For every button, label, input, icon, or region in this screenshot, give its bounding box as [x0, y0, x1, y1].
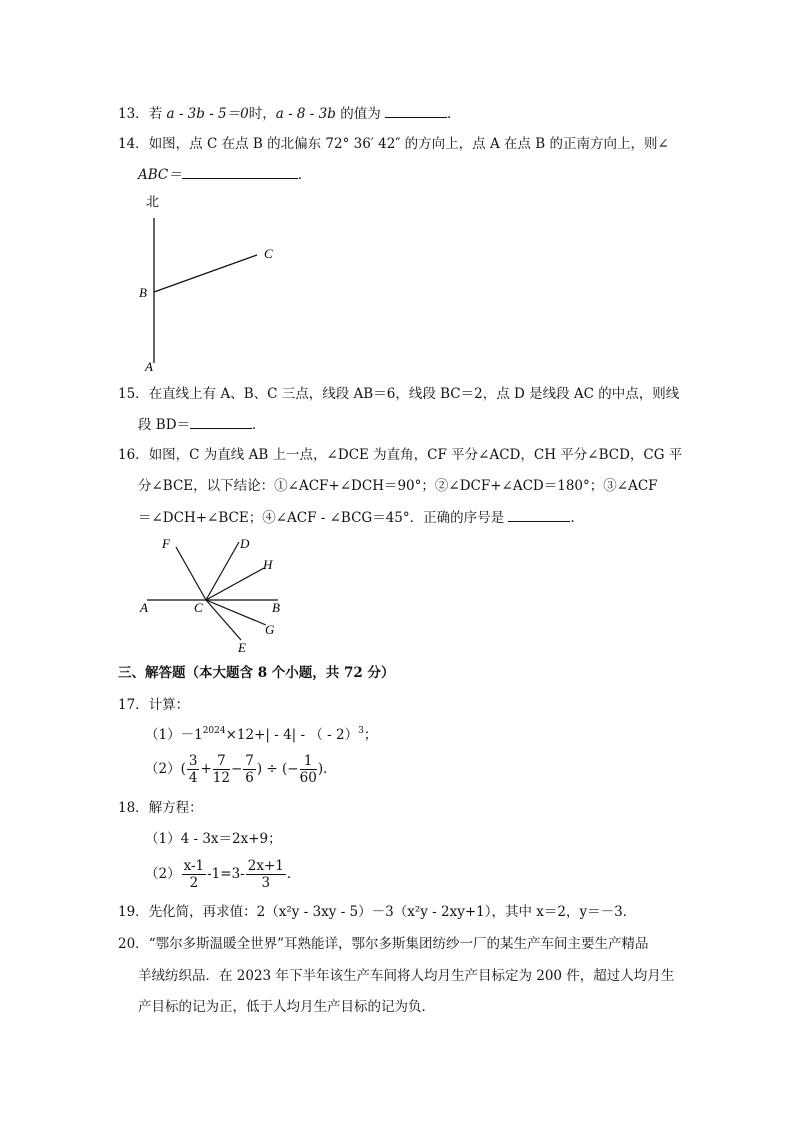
ray-bc — [154, 255, 257, 292]
question-13: 13．若 a - 3b - 5＝0时，a - 8 - 3b 的值为 ． — [118, 103, 461, 124]
figure-14 — [130, 188, 290, 378]
answer-blank[interactable] — [182, 164, 298, 179]
ray-ce — [206, 600, 241, 640]
fraction: $\frac{2x+1}{3}$ — [247, 858, 284, 891]
label-b: B — [272, 600, 280, 615]
question-15-line2: 段 BD＝ ． — [138, 414, 266, 435]
label-e: E — [238, 640, 246, 655]
question-20: 20．“鄂尔多斯温暖全世界”耳熟能详，鄂尔多斯集团纺纱一厂的某生产车间主要生产精品 — [118, 936, 649, 952]
label-c: C — [264, 246, 273, 261]
label-north: 北 — [146, 194, 160, 209]
question-16-line3: ＝∠DCH+∠BCE；④∠ACF - ∠BCG＝45°．正确的序号是 ． — [138, 507, 584, 528]
label-h: H — [263, 557, 273, 572]
question-14: 14．如图，点 C 在点 B 的北偏东 72° 36′ 42″ 的方向上，点 A 在点 B 的正南方向上，则∠ — [118, 136, 669, 152]
question-20-line3: 产目标的记为正，低于人均月生产目标的记为负． — [138, 999, 435, 1015]
answer-blank[interactable] — [385, 103, 447, 118]
fraction: $\frac{3}{4}$ — [188, 753, 198, 786]
label-g: G — [265, 622, 275, 637]
question-15: 15．在直线上有 A、B、C 三点，线段 AB＝6，线段 BC＝2，点 D 是线段 AC 的中点，则线 — [118, 386, 680, 402]
question-18: 18．解方程： — [118, 800, 203, 816]
answer-blank[interactable] — [508, 507, 570, 522]
question-17-part2: （2）( $\frac{3}{4}$ + $\frac{7}{12}$ − $\frac{7}{6}$ ) ÷ (− $\frac{1}{60}$ )． — [145, 753, 337, 786]
question-18-part1: （1）4 - 3x＝2x+9； — [145, 831, 282, 847]
question-14-line2: ABC＝ ． — [138, 164, 311, 185]
label-d: D — [240, 536, 250, 551]
question-16: 16．如图，C 为直线 AB 上一点，∠DCE 为直角，CF 平分∠ACD，CH 平分∠BCD，CG 平 — [118, 447, 683, 463]
figure-16 — [130, 530, 300, 660]
ray-cf — [176, 547, 206, 600]
label-c: C — [194, 600, 203, 615]
fraction: $\frac{7}{6}$ — [245, 753, 254, 786]
section-heading: 三、解答题（本大题含 8 个小题，共 72 分） — [118, 665, 395, 681]
answer-blank[interactable] — [190, 414, 252, 429]
question-19: 19．先化简，再求值：2（x²y - 3xy - 5）－3（x²y - 2xy+1），其中 x＝2，y＝－3． — [118, 904, 637, 920]
question-18-part2: （2） $\frac{x-1}{2}$ -1=3- $\frac{2x+1}{3}$ ． — [145, 858, 301, 891]
fraction: $\frac{1}{60}$ — [299, 753, 317, 786]
ray-cg — [206, 600, 266, 625]
question-20-line2: 羊绒纺织品．在 2023 年下半年该生产车间将人均月生产目标定为 200 件，超过人均月生 — [138, 968, 675, 984]
question-17: 17．计算： — [118, 697, 190, 713]
label-a: A — [145, 359, 153, 374]
fraction: $\frac{x-1}{2}$ — [183, 858, 205, 891]
label-f: F — [162, 536, 170, 551]
label-a: A — [140, 600, 148, 615]
fraction: $\frac{7}{12}$ — [212, 753, 230, 786]
question-17-part1: $(1)-1^{2024}\times 12+| - 4|$ - （ - 2）$^3$； — [145, 726, 378, 743]
question-16-line2: 分∠BCE，以下结论：①∠ACF+∠DCH＝90°；②∠DCF+∠ACD＝180°；③∠ACF — [138, 478, 658, 494]
label-b: B — [139, 285, 147, 300]
